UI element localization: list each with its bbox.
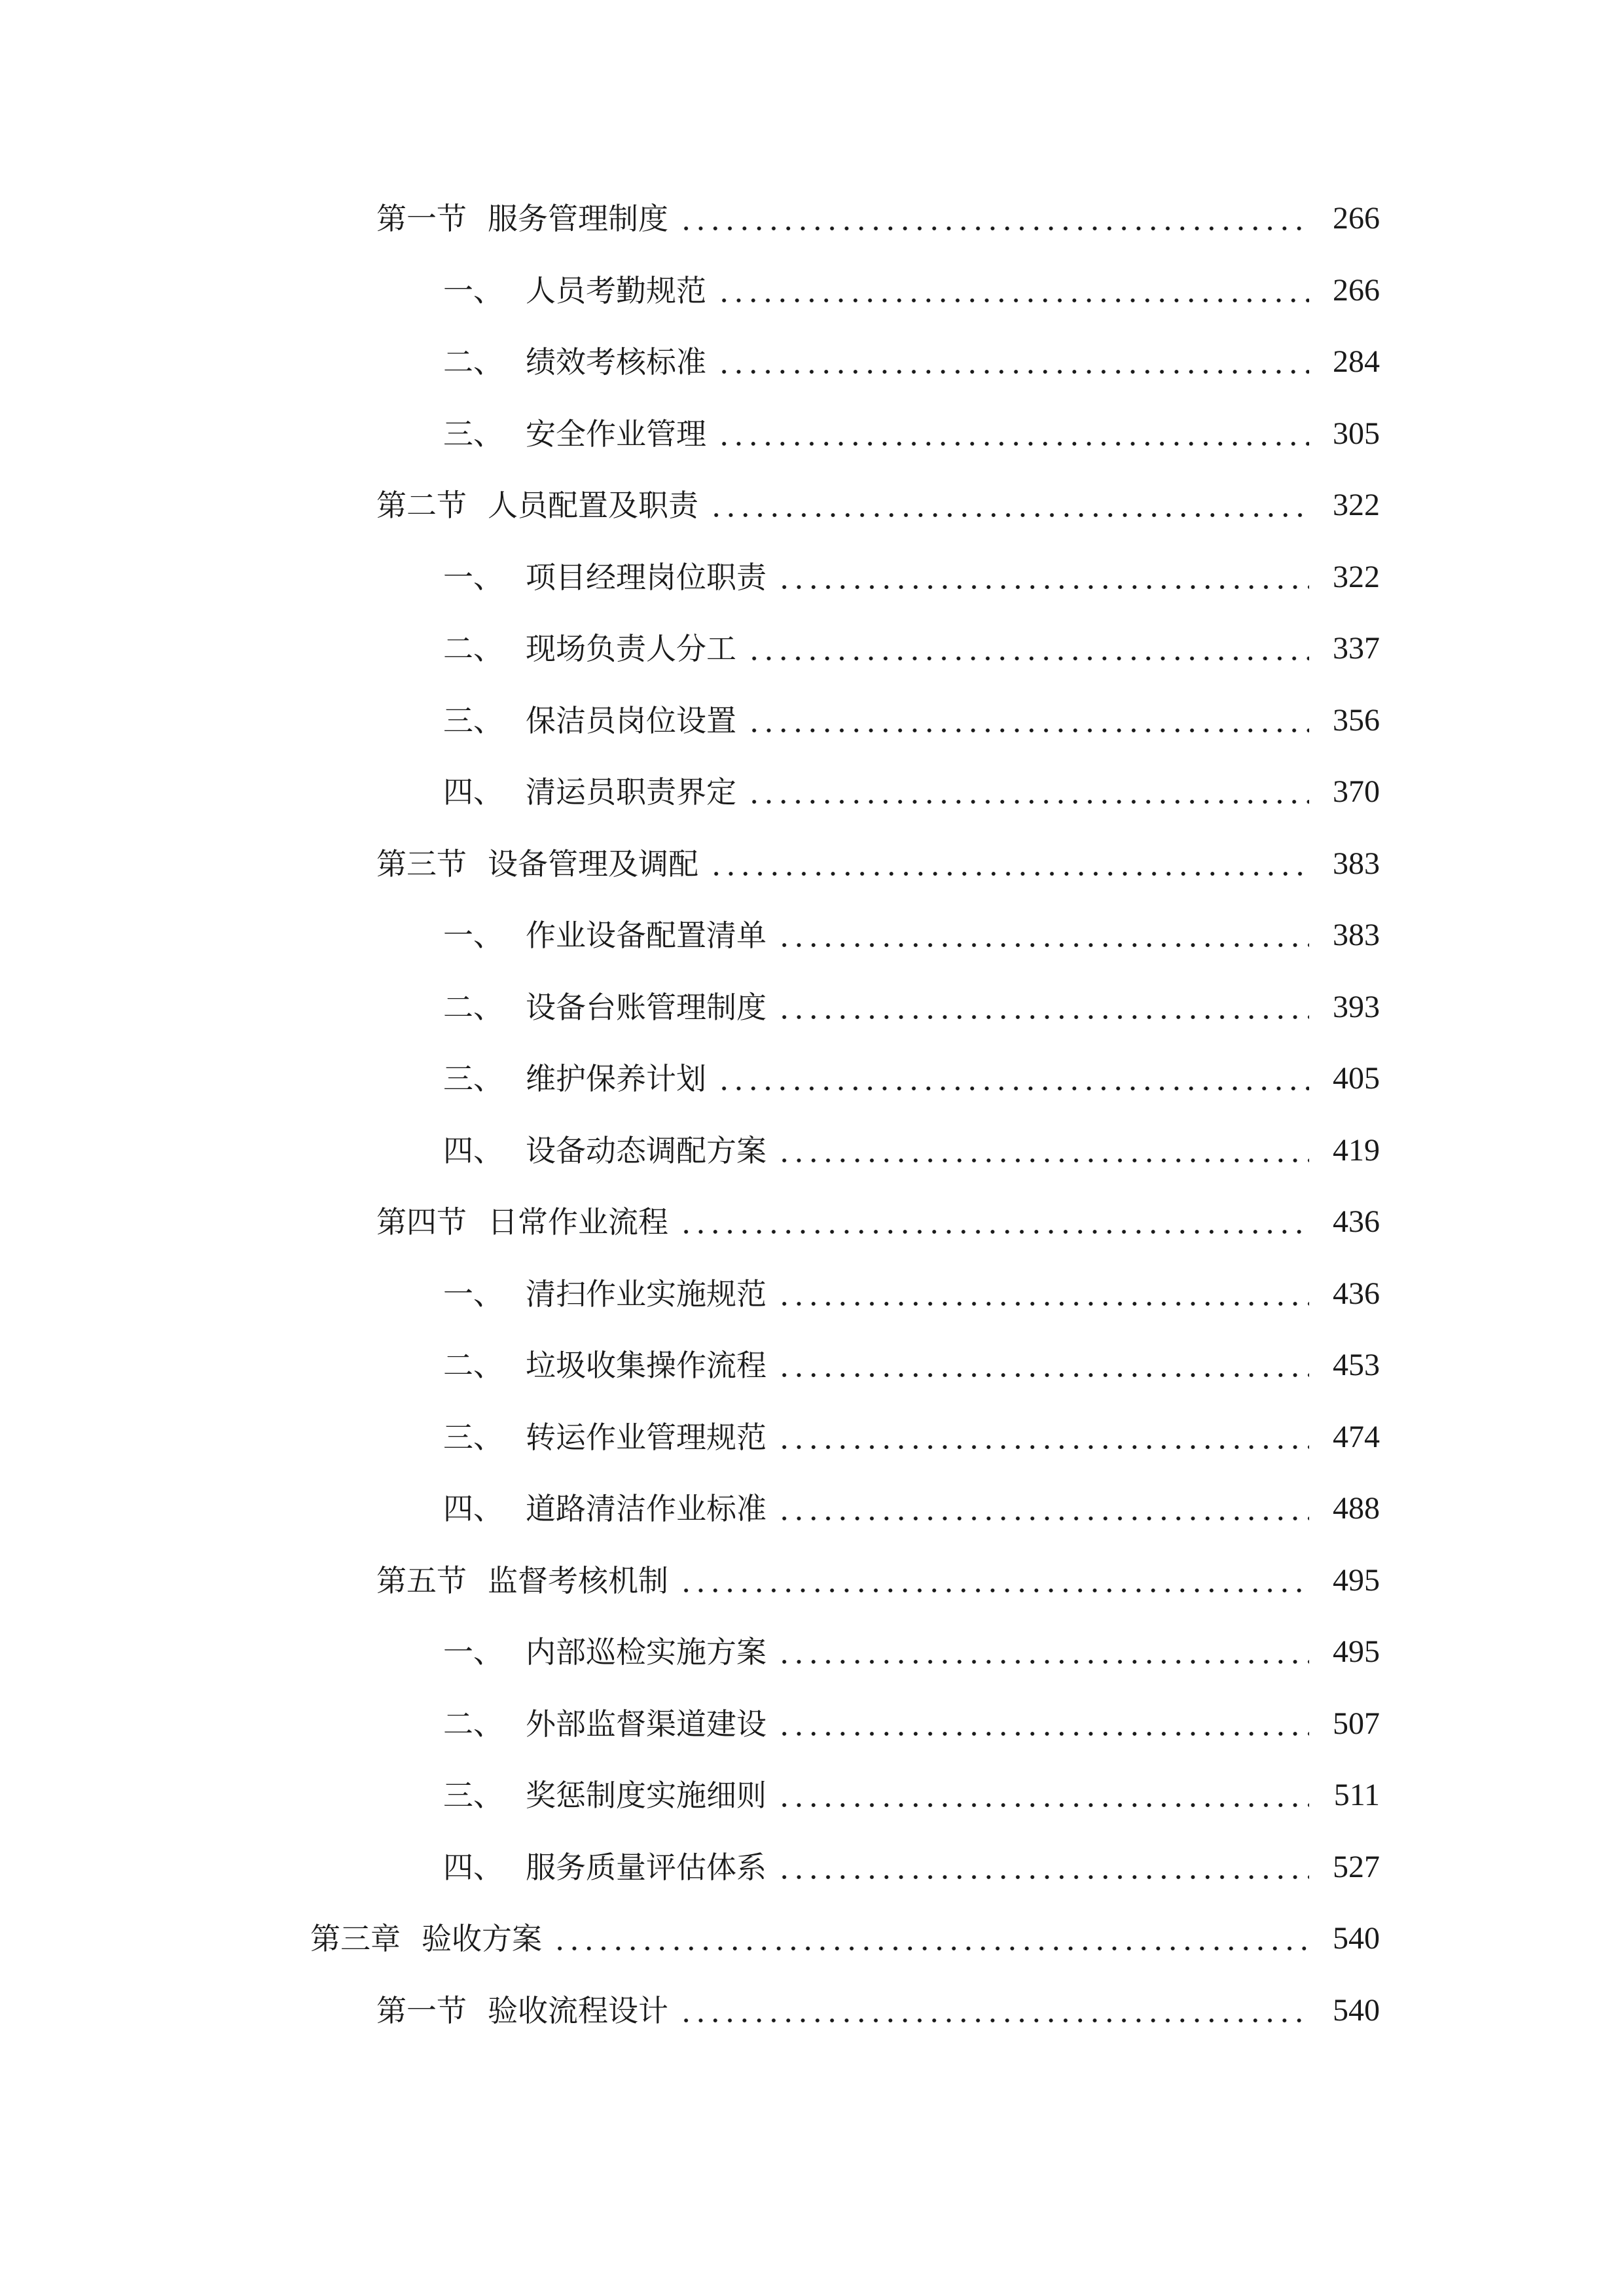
toc-entry[interactable] [443,1414,1380,1460]
toc-entry-title: 作业设备配置清单 [526,918,767,953]
toc-entry[interactable] [443,912,1380,958]
toc-entry-number: 四、 [443,1133,503,1168]
toc-entry[interactable] [443,411,1380,457]
dot-leader [552,1916,1309,1962]
toc-entry-page-number: 383 [1333,846,1380,881]
dot-leader [777,1414,1309,1460]
toc-entry[interactable] [443,1629,1380,1675]
toc-entry-title: 项目经理岗位职责 [526,560,767,595]
toc-entry[interactable] [443,268,1380,314]
toc-entry-title: 人员考勤规范 [526,273,706,308]
toc-entry-title: 外部监督渠道建设 [526,1706,767,1742]
dot-leader [709,841,1309,887]
dot-leader [777,554,1309,600]
toc-entry-page-number: 527 [1333,1850,1380,1884]
toc-entry-title: 维护保养计划 [526,1061,706,1096]
toc-entry[interactable] [443,1844,1380,1890]
toc-entry-title: 服务管理制度 [488,201,668,236]
dot-leader [717,411,1309,457]
toc-entry-title: 服务质量评估体系 [526,1850,767,1885]
dot-leader [777,912,1309,958]
toc-entry[interactable] [443,1701,1380,1747]
toc-entry[interactable] [443,1056,1380,1102]
toc-entry-page-number: 405 [1333,1061,1380,1096]
toc-entry-title: 道路清洁作业标准 [526,1491,767,1526]
dot-leader [679,1558,1309,1604]
toc-entry-number: 一、 [443,273,503,308]
toc-entry[interactable] [376,1988,1380,2034]
toc-entry-page-number: 436 [1333,1276,1380,1311]
toc-entry-page-number: 540 [1333,1921,1380,1956]
dot-leader [777,1701,1309,1747]
dot-leader [717,268,1309,314]
dot-leader [679,196,1309,242]
dot-leader [679,1988,1309,2034]
toc-entry[interactable] [443,626,1380,672]
toc-entry-title: 设备动态调配方案 [526,1133,767,1168]
toc-entry-title: 奖惩制度实施细则 [526,1778,767,1813]
toc-entry-page-number: 356 [1333,703,1380,738]
toc-entry-page-number: 495 [1333,1563,1380,1598]
toc-entry-number: 第四节 [376,1204,467,1240]
toc-entry-page-number: 474 [1333,1420,1380,1454]
toc-entry-title: 验收流程设计 [488,1993,668,2028]
toc-entry-title: 绩效考核标准 [526,344,706,380]
toc-entry[interactable] [376,1558,1380,1604]
toc-entry[interactable] [443,769,1380,815]
toc-entry[interactable] [310,1916,1380,1962]
toc-entry-number: 一、 [443,1276,503,1312]
toc-entry-page-number: 511 [1333,1778,1380,1812]
toc-entry-number: 四、 [443,774,503,810]
dot-leader [777,1486,1309,1532]
toc-entry-page-number: 266 [1333,273,1380,308]
toc-entry-number: 三、 [443,1778,503,1813]
toc-entry[interactable] [376,482,1380,528]
toc-entry-title: 内部巡检实施方案 [526,1634,767,1670]
toc-entry[interactable] [376,841,1380,887]
toc-entry-number: 第一节 [376,201,467,236]
toc-entry-title: 现场负责人分工 [526,631,736,666]
toc-entry-number: 第二节 [376,488,467,523]
toc-entry-page-number: 453 [1333,1348,1380,1382]
toc-entry-title: 安全作业管理 [526,416,706,452]
toc-entry-title: 验收方案 [422,1921,542,1956]
toc-entry-number: 二、 [443,631,503,666]
toc-entry-title: 监督考核机制 [488,1563,668,1598]
toc-entry[interactable] [443,1772,1380,1818]
dot-leader [777,1342,1309,1388]
toc-entry[interactable] [443,1486,1380,1532]
toc-entry-page-number: 266 [1333,201,1380,236]
toc-entry-page-number: 322 [1333,488,1380,522]
dot-leader [717,1056,1309,1102]
toc-entry-page-number: 322 [1333,560,1380,594]
toc-entry-page-number: 383 [1333,918,1380,952]
dot-leader [747,626,1309,672]
toc-entry-title: 保洁员岗位设置 [526,703,736,738]
toc-entry-number: 一、 [443,1634,503,1670]
dot-leader [717,339,1309,385]
toc-entry-page-number: 337 [1333,631,1380,666]
toc-entry[interactable] [443,1128,1380,1174]
toc-entry-title: 人员配置及职责 [488,488,698,523]
toc-entry[interactable] [443,698,1380,744]
toc-entry-number: 第五节 [376,1563,467,1598]
toc-entry-page-number: 540 [1333,1993,1380,2028]
toc-entry-title: 设备管理及调配 [488,846,698,882]
toc-entry-page-number: 305 [1333,416,1380,451]
dot-leader [777,1271,1309,1317]
toc-entry-title: 清扫作业实施规范 [526,1276,767,1312]
dot-leader [777,1128,1309,1174]
toc-entry-title: 日常作业流程 [488,1204,668,1240]
dot-leader [679,1199,1309,1245]
toc-entry[interactable] [443,554,1380,600]
toc-entry[interactable] [443,1271,1380,1317]
dot-leader [777,984,1309,1030]
toc-entry-number: 二、 [443,344,503,380]
toc-entry-title: 转运作业管理规范 [526,1420,767,1455]
toc-entry-number: 二、 [443,1706,503,1742]
toc-entry-number: 三、 [443,1420,503,1455]
toc-entry-page-number: 436 [1333,1204,1380,1239]
toc-entry[interactable] [376,196,1380,242]
toc-entry-page-number: 393 [1333,990,1380,1024]
dot-leader [709,482,1309,528]
toc-entry-number: 三、 [443,703,503,738]
toc-entry-number: 一、 [443,560,503,595]
toc-entry-number: 三、 [443,1061,503,1096]
toc-entry-number: 四、 [443,1491,503,1526]
toc-entry[interactable] [443,339,1380,385]
toc-entry[interactable] [376,1199,1380,1245]
toc-entry-page-number: 488 [1333,1491,1380,1526]
toc-entry-number: 第三章 [310,1921,401,1956]
toc-entry-number: 三、 [443,416,503,452]
dot-leader [777,1629,1309,1675]
toc-entry-page-number: 284 [1333,344,1380,379]
toc-entry-number: 第三节 [376,846,467,882]
toc-entry-title: 清运员职责界定 [526,774,736,810]
toc-entry-number: 四、 [443,1850,503,1885]
toc-entry-number: 二、 [443,1348,503,1383]
toc-entry-page-number: 419 [1333,1133,1380,1168]
toc-entry[interactable] [443,1342,1380,1388]
toc-entry-page-number: 370 [1333,774,1380,809]
toc-entry-number: 第一节 [376,1993,467,2028]
toc-entry-title: 垃圾收集操作流程 [526,1348,767,1383]
dot-leader [777,1772,1309,1818]
toc-entry-title: 设备台账管理制度 [526,990,767,1025]
dot-leader [747,769,1309,815]
dot-leader [747,698,1309,744]
toc-entry[interactable] [443,984,1380,1030]
toc-entry-page-number: 507 [1333,1706,1380,1741]
toc-entry-number: 二、 [443,990,503,1025]
dot-leader [777,1844,1309,1890]
toc-entry-number: 一、 [443,918,503,953]
toc-entry-page-number: 495 [1333,1634,1380,1669]
